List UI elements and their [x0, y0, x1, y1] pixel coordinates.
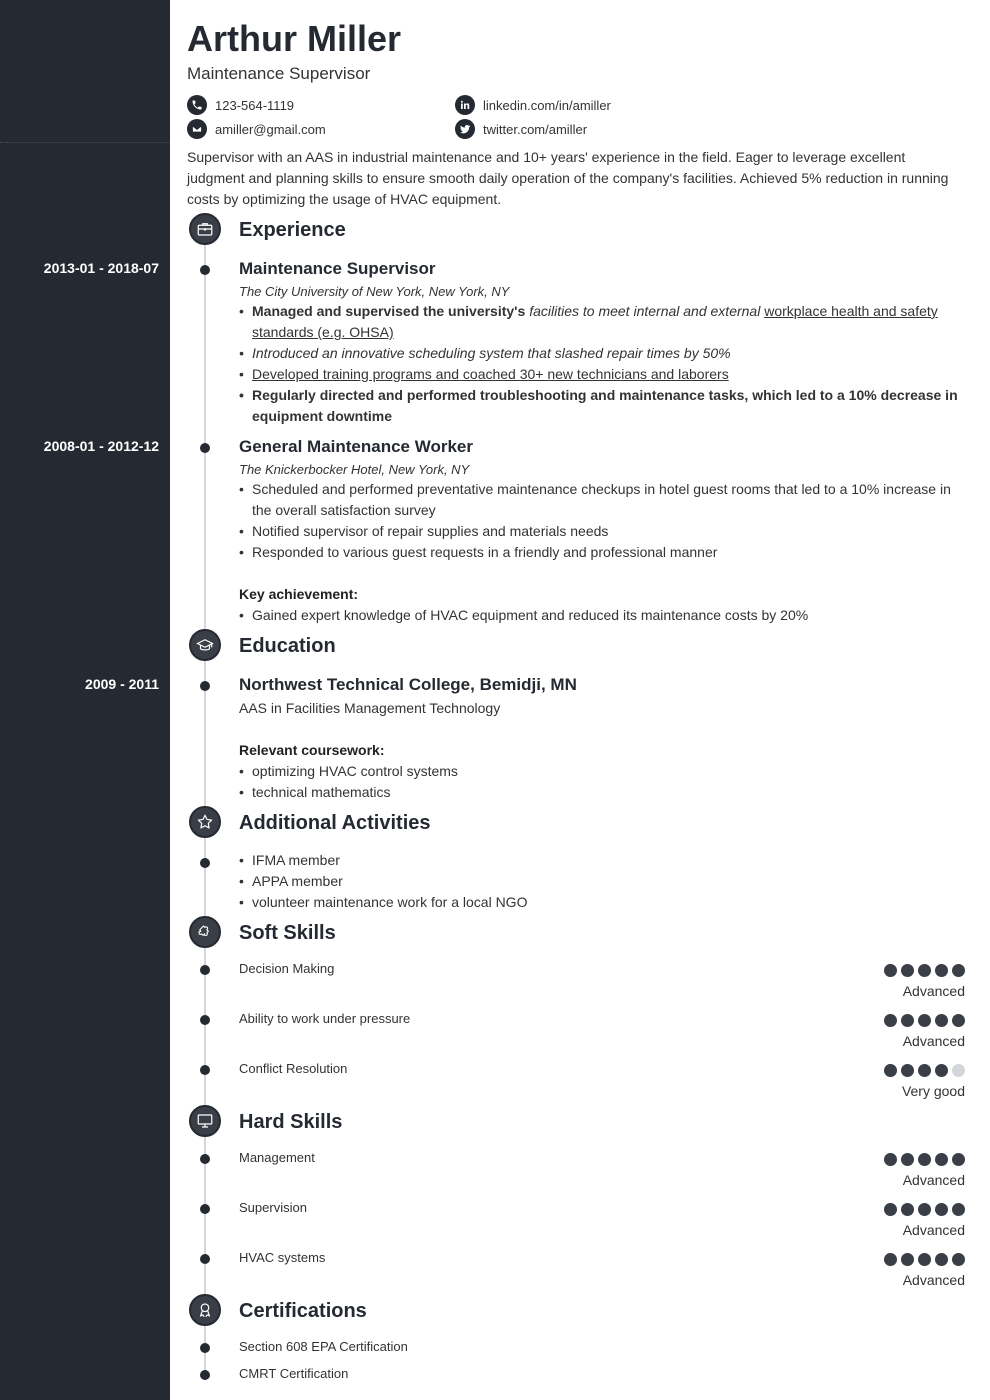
list-item: • Responded to various guest requests in a friendly and professional manner [239, 542, 964, 563]
skill-level: Advanced [902, 1272, 965, 1288]
key-achievement-label: Key achievement: [239, 586, 359, 602]
star-icon [189, 806, 221, 838]
timeline-dot [200, 443, 210, 453]
envelope-icon [187, 119, 207, 139]
rating-dot-filled [901, 1014, 914, 1027]
skill-level: Advanced [902, 1033, 965, 1049]
skill-rating [884, 964, 965, 977]
graduation-cap-icon [189, 629, 221, 661]
phone-text: 123-564-1119 [215, 97, 295, 113]
list-item: • Developed training programs and coached 30+ new technicians and laborers [239, 364, 964, 385]
coursework-list [239, 761, 964, 803]
list-item: • volunteer maintenance work for a local NGO [239, 892, 964, 913]
rating-dot-filled [952, 1203, 965, 1216]
list-item: • optimizing HVAC control systems [239, 761, 964, 782]
job-1-company: The City University of New York, New York, NY [239, 284, 510, 299]
section-heading-education: Education [239, 635, 336, 657]
list-item: • Introduced an innovative scheduling system that slashed repair times by 50% [239, 343, 964, 364]
list-item: • IFMA member [239, 850, 964, 871]
rating-dot-filled [952, 1014, 965, 1027]
skill-name: Management [239, 1150, 315, 1165]
rating-dot-filled [901, 1203, 914, 1216]
coursework-label: Relevant coursework: [239, 742, 385, 758]
rating-dot-filled [935, 1014, 948, 1027]
skill-level: Advanced [902, 1172, 965, 1188]
award-icon [189, 1294, 221, 1326]
skill-name: Conflict Resolution [239, 1061, 348, 1076]
rating-dot-filled [935, 1203, 948, 1216]
timeline-dot [200, 1204, 210, 1214]
profile-summary: Supervisor with an AAS in industrial maintenance and 10+ years' experience in the field. Eager to leverage excellent judgment and planning skills to ensure smooth daily operation of the company's facilities. Achieved 5% reduction in running costs by optimizing the usage of HVAC equipment. [187, 149, 949, 207]
certification-item: Section 608 EPA Certification [239, 1339, 408, 1354]
list-item: • Managed and supervised the university's facilities to meet internal and external workplace health and safety standards (e.g. OHSA) [239, 301, 964, 343]
candidate-name: Arthur Miller [187, 18, 402, 59]
skill-rating [884, 1064, 965, 1077]
rating-dot-filled [952, 1253, 965, 1266]
list-item: • APPA member [239, 871, 964, 892]
skill-name: Decision Making [239, 961, 335, 976]
job-1-title: Maintenance Supervisor [239, 259, 436, 278]
job-1-bullets [239, 301, 964, 427]
section-heading-hard-skills: Hard Skills [239, 1111, 343, 1133]
skill-rating [884, 1014, 965, 1027]
job-1-dates: 2013-01 - 2018-07 [43, 260, 159, 276]
rating-dot-filled [901, 1153, 914, 1166]
linkedin-text: linkedin.com/in/amiller [483, 97, 611, 113]
rating-dot-filled [884, 1014, 897, 1027]
rating-dot-filled [952, 1153, 965, 1166]
timeline-dot [200, 681, 210, 691]
rating-dot-filled [901, 1064, 914, 1077]
timeline-dot [200, 1254, 210, 1264]
timeline-dot [200, 265, 210, 275]
job-2-bullets [239, 479, 964, 563]
activities-list [239, 850, 964, 913]
monitor-icon [189, 1105, 221, 1137]
rating-dot-filled [952, 964, 965, 977]
timeline-dot [200, 1015, 210, 1025]
list-item: • Regularly directed and performed troubleshooting and maintenance tasks, which led to a 10% decrease in equipment downtime [239, 385, 964, 427]
rating-dot-filled [884, 964, 897, 977]
phone-icon [187, 95, 207, 115]
rating-dot-filled [884, 1203, 897, 1216]
section-heading-activities: Additional Activities [239, 812, 431, 834]
timeline-dot [200, 965, 210, 975]
skill-name: Supervision [239, 1200, 307, 1215]
timeline-dot [200, 1343, 210, 1353]
email-text: amiller@gmail.com [215, 121, 326, 137]
rating-dot-filled [884, 1153, 897, 1166]
list-item: • technical mathematics [239, 782, 964, 803]
skill-name: Ability to work under pressure [239, 1011, 411, 1026]
candidate-title: Maintenance Supervisor [187, 64, 371, 83]
list-item: • Scheduled and performed preventative maintenance checkups in hotel guest rooms that led to a 10% increase in the overall satisfaction survey [239, 479, 964, 521]
rating-dot-filled [884, 1064, 897, 1077]
skill-level: Advanced [902, 1222, 965, 1238]
rating-dot-filled [918, 1253, 931, 1266]
section-heading-experience: Experience [239, 219, 346, 241]
job-2-company: The Knickerbocker Hotel, New York, NY [239, 462, 470, 477]
rating-dot-filled [918, 964, 931, 977]
certification-item: CMRT Certification [239, 1366, 349, 1381]
timeline-dot [200, 1065, 210, 1075]
linkedin-icon [455, 95, 475, 115]
contact-phone[interactable] [187, 95, 294, 115]
rating-dot-filled [935, 1064, 948, 1077]
sidebar-divider [0, 142, 170, 143]
timeline-dot [200, 858, 210, 868]
rating-dot-filled [935, 964, 948, 977]
rating-dot-filled [918, 1064, 931, 1077]
briefcase-icon [189, 213, 221, 245]
job-2-title: General Maintenance Worker [239, 437, 473, 456]
rating-dot-filled [901, 964, 914, 977]
rating-dot-filled [918, 1203, 931, 1216]
skill-level: Advanced [902, 983, 965, 999]
education-school: Northwest Technical College, Bemidji, MN [239, 675, 577, 694]
key-achievement-list [239, 605, 964, 626]
job-2-dates: 2008-01 - 2012-12 [43, 438, 159, 454]
timeline-dot [200, 1370, 210, 1380]
rating-dot-filled [935, 1253, 948, 1266]
rating-dot-filled [901, 1253, 914, 1266]
skill-rating [884, 1153, 965, 1166]
skill-rating [884, 1253, 965, 1266]
skill-level: Very good [901, 1083, 965, 1099]
rating-dot-filled [918, 1153, 931, 1166]
section-heading-soft-skills: Soft Skills [239, 922, 336, 944]
rating-dot-filled [884, 1253, 897, 1266]
twitter-text: twitter.com/amiller [483, 121, 588, 137]
education-dates: 2009 - 2011 [85, 676, 159, 692]
education-degree: AAS in Facilities Management Technology [239, 700, 501, 716]
section-heading-certifications: Certifications [239, 1300, 367, 1322]
contact-linkedin[interactable] [455, 95, 611, 115]
skill-rating [884, 1203, 965, 1216]
timeline-dot [200, 1154, 210, 1164]
rating-dot-filled [918, 1014, 931, 1027]
skill-name: HVAC systems [239, 1250, 326, 1265]
list-item: • Gained expert knowledge of HVAC equipment and reduced its maintenance costs by 20% [239, 605, 964, 626]
contact-email[interactable] [187, 119, 326, 139]
left-sidebar [0, 0, 170, 1400]
contact-twitter[interactable] [455, 119, 587, 139]
twitter-icon [455, 119, 475, 139]
list-item: • Notified supervisor of repair supplies and materials needs [239, 521, 964, 542]
puzzle-icon [189, 916, 221, 948]
rating-dot-empty [952, 1064, 965, 1077]
rating-dot-filled [935, 1153, 948, 1166]
